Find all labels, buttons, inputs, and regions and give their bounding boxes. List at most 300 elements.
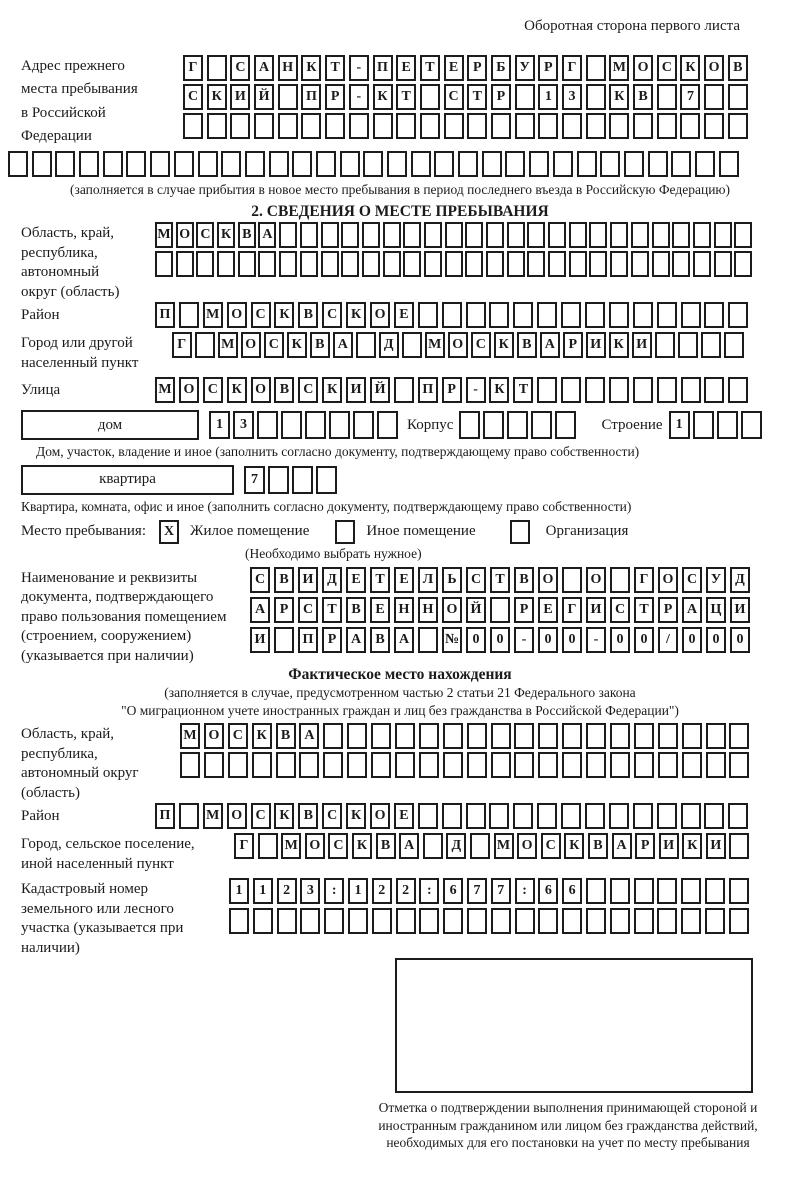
form-cell (403, 251, 421, 277)
form-cell: К (346, 803, 366, 829)
form-cell (486, 251, 504, 277)
form-cell: И (230, 84, 250, 110)
form-cell (728, 113, 748, 139)
form-cell (537, 377, 557, 403)
form-cell: К (609, 84, 629, 110)
form-cell (515, 84, 535, 110)
form-cell (513, 302, 533, 328)
form-cell: Ц (706, 597, 726, 623)
form-cell (682, 752, 702, 778)
form-cell (609, 113, 629, 139)
form-cell: П (301, 84, 321, 110)
form-cell (217, 251, 235, 277)
form-cell (631, 251, 649, 277)
form-cell (701, 332, 721, 358)
form-cell: К (373, 84, 393, 110)
form-cell: 3 (233, 411, 254, 439)
form-cell (324, 908, 344, 934)
form-cell: - (349, 55, 369, 81)
form-cell (444, 113, 464, 139)
actual-location-note-2: "О миграционном учете иностранных граждан и лиц без гражданства в Российской Федерации") (121, 702, 679, 718)
form-cell (443, 723, 463, 749)
form-cell (323, 723, 343, 749)
form-cell: К (352, 833, 372, 859)
form-cell: Т (370, 567, 390, 593)
form-cell: И (298, 567, 318, 593)
form-cell (682, 723, 702, 749)
form-cell (79, 151, 99, 177)
form-cell (383, 251, 401, 277)
form-cell: 0 (682, 627, 702, 653)
form-cell: : (515, 878, 535, 904)
form-cell (55, 151, 75, 177)
form-cell: 1 (669, 411, 690, 439)
form-cell (729, 878, 749, 904)
form-cell (419, 723, 439, 749)
place-type-label: Место пребывания: (21, 523, 146, 540)
form-cell (486, 222, 504, 248)
form-cell (538, 723, 558, 749)
form-cell (403, 222, 421, 248)
form-cell: О (370, 302, 390, 328)
form-cell: П (298, 627, 318, 653)
form-cell (633, 113, 653, 139)
form-cell: П (155, 302, 175, 328)
form-cell: О (442, 597, 462, 623)
form-cell (704, 84, 724, 110)
place-type-row (21, 520, 800, 544)
form-cell (555, 411, 576, 439)
form-cell (681, 377, 701, 403)
form-cell: 1 (348, 878, 368, 904)
previous-address-note: (заполняется в случае прибытия в новое место пребывания в период последнего въезда в Российскую Федерацию) (69, 182, 731, 197)
form-cell: В (517, 332, 537, 358)
form-cell: В (276, 723, 296, 749)
form-cell: А (333, 332, 353, 358)
form-cell (377, 411, 398, 439)
form-cell: : (324, 878, 344, 904)
district-block (0, 302, 800, 328)
form-cell: Г (634, 567, 654, 593)
form-cell (103, 151, 123, 177)
form-cell (395, 752, 415, 778)
form-cell: Д (322, 567, 342, 593)
form-cell: - (466, 377, 486, 403)
form-cell (467, 752, 487, 778)
form-cell: К (682, 833, 702, 859)
form-cell (301, 113, 321, 139)
form-cell: Г (562, 55, 582, 81)
form-cell (680, 113, 700, 139)
form-cell: В (370, 627, 390, 653)
form-cell (633, 302, 653, 328)
form-cell (655, 332, 675, 358)
form-cell: 7 (680, 84, 700, 110)
form-cell (657, 377, 677, 403)
form-cell (207, 113, 227, 139)
form-cell (585, 803, 605, 829)
city-label: Город или другой населенный пункт (21, 335, 139, 371)
form-cell (537, 803, 557, 829)
form-cell: С (322, 302, 342, 328)
form-cell: 7 (467, 878, 487, 904)
form-cell (633, 377, 653, 403)
form-cell (348, 908, 368, 934)
form-cell: Е (394, 302, 414, 328)
form-cell (489, 302, 509, 328)
form-cell: В (346, 597, 366, 623)
form-cell (505, 151, 525, 177)
form-cell (340, 151, 360, 177)
form-cell (507, 222, 525, 248)
previous-address-row-4 (8, 151, 800, 177)
form-cell: 0 (538, 627, 558, 653)
form-cell: И (586, 597, 606, 623)
form-cell: 2 (277, 878, 297, 904)
form-cell (277, 908, 297, 934)
form-cell: Й (254, 84, 274, 110)
form-cell (204, 752, 224, 778)
form-cell (258, 251, 276, 277)
form-cell: С (251, 302, 271, 328)
form-cell (610, 723, 630, 749)
form-cell (657, 878, 677, 904)
form-cell (180, 752, 200, 778)
form-cell: К (227, 377, 247, 403)
form-cell (257, 411, 278, 439)
apartment-row (21, 465, 800, 495)
form-cell: О (176, 222, 194, 248)
form-cell (279, 222, 297, 248)
form-cell (196, 251, 214, 277)
form-cell (514, 752, 534, 778)
form-cell: С (228, 723, 248, 749)
form-cell (728, 84, 748, 110)
place-type-note: (Необходимо выбрать нужное) (245, 545, 422, 561)
form-cell (353, 411, 374, 439)
form-cell: № (442, 627, 462, 653)
form-cell (207, 55, 227, 81)
form-cell (281, 411, 302, 439)
form-cell: Д (446, 833, 466, 859)
form-cell (537, 302, 557, 328)
form-cell (714, 251, 732, 277)
form-cell (362, 222, 380, 248)
form-cell (531, 411, 552, 439)
form-cell: В (633, 84, 653, 110)
form-cell (155, 251, 173, 277)
form-cell (586, 908, 606, 934)
form-cell (585, 377, 605, 403)
structure-cells (669, 411, 762, 439)
form-cell (316, 151, 336, 177)
form-cell (538, 752, 558, 778)
form-cell (719, 151, 739, 177)
form-cell (349, 113, 369, 139)
document-label: Наименование и реквизиты документа, подтверждающего право пользования помещением (строением, сооружением) (указывается при наличии) (21, 569, 227, 664)
form-cell: О (517, 833, 537, 859)
form-cell: О (204, 723, 224, 749)
form-cell (729, 908, 749, 934)
form-cell: К (252, 723, 272, 749)
form-cell: М (281, 833, 301, 859)
form-cell (321, 222, 339, 248)
form-cell (729, 833, 749, 859)
form-cell (527, 222, 545, 248)
form-cell: 1 (538, 84, 558, 110)
street-row (155, 377, 748, 403)
form-cell: Г (172, 332, 192, 358)
form-cell (229, 908, 249, 934)
form-cell: А (346, 627, 366, 653)
actual-city-label: Город, сельское поселение, иной населенный пункт (21, 836, 195, 872)
form-cell: В (310, 332, 330, 358)
form-cell (577, 151, 597, 177)
form-cell: С (610, 597, 630, 623)
form-cell (373, 113, 393, 139)
form-cell (678, 332, 698, 358)
form-cell (445, 222, 463, 248)
form-cell: А (399, 833, 419, 859)
form-cell: О (704, 55, 724, 81)
form-cell: Г (234, 833, 254, 859)
form-cell: М (494, 833, 514, 859)
form-cell: Ь (442, 567, 462, 593)
apartment-number-cells (244, 466, 337, 494)
form-cell: Е (396, 55, 416, 81)
form-cell (513, 803, 533, 829)
form-cell: В (514, 567, 534, 593)
actual-district-row (155, 803, 748, 829)
organization-option-label: Организация (545, 523, 629, 540)
form-cell (728, 803, 748, 829)
apartment-caption: Квартира, комната, офис и иное (заполнить согласно документу, подтверждающему право собственности) (21, 498, 632, 514)
form-cell: С (328, 833, 348, 859)
form-cell (634, 878, 654, 904)
form-cell (717, 411, 738, 439)
form-cell: С (466, 567, 486, 593)
form-cell: К (609, 332, 629, 358)
form-cell: И (706, 833, 726, 859)
form-cell (724, 332, 744, 358)
form-cell: 0 (730, 627, 750, 653)
form-cell (371, 723, 391, 749)
form-cell (347, 723, 367, 749)
form-cell: К (346, 302, 366, 328)
form-cell (467, 723, 487, 749)
form-cell (589, 222, 607, 248)
form-cell: Т (634, 597, 654, 623)
form-cell: М (609, 55, 629, 81)
form-cell (424, 222, 442, 248)
form-cell (245, 151, 265, 177)
form-cell (176, 251, 194, 277)
form-cell (728, 302, 748, 328)
form-cell (321, 251, 339, 277)
form-cell: О (658, 567, 678, 593)
form-cell (589, 251, 607, 277)
form-cell (254, 113, 274, 139)
form-cell: 1 (229, 878, 249, 904)
form-cell: 0 (562, 627, 582, 653)
form-cell (634, 723, 654, 749)
form-cell: В (588, 833, 608, 859)
form-cell (443, 752, 463, 778)
form-cell (657, 908, 677, 934)
form-cell: Т (513, 377, 533, 403)
form-cell: В (298, 803, 318, 829)
form-cell (562, 567, 582, 593)
form-cell (657, 84, 677, 110)
form-cell: И (659, 833, 679, 859)
form-cell (230, 113, 250, 139)
form-cell: К (489, 377, 509, 403)
actual-city-row (234, 833, 749, 859)
form-cell (658, 723, 678, 749)
form-cell: К (322, 377, 342, 403)
form-cell (253, 908, 273, 934)
form-cell: О (448, 332, 468, 358)
actual-region-row-1 (180, 723, 749, 749)
district-row (155, 302, 748, 328)
form-cell: О (633, 55, 653, 81)
form-cell: 2 (372, 878, 392, 904)
form-cell (585, 302, 605, 328)
form-cell (491, 908, 511, 934)
form-cell: М (218, 332, 238, 358)
form-cell: С (250, 567, 270, 593)
form-cell (562, 908, 582, 934)
form-cell: В (376, 833, 396, 859)
form-cell (648, 151, 668, 177)
form-cell (467, 113, 487, 139)
form-cell: Р (514, 597, 534, 623)
form-cell (179, 803, 199, 829)
form-cell: У (515, 55, 535, 81)
form-cell: Е (394, 567, 414, 593)
form-cell (624, 151, 644, 177)
form-cell (490, 597, 510, 623)
form-cell (195, 332, 215, 358)
form-cell: С (444, 84, 464, 110)
form-cell (383, 222, 401, 248)
form-cell (387, 151, 407, 177)
form-cell (442, 302, 462, 328)
form-cell: И (586, 332, 606, 358)
form-cell: С (298, 597, 318, 623)
form-cell (729, 723, 749, 749)
form-cell: 6 (562, 878, 582, 904)
actual-region-block (0, 723, 800, 803)
form-cell: С (264, 332, 284, 358)
form-cell (402, 332, 422, 358)
form-cell (183, 113, 203, 139)
form-cell (465, 222, 483, 248)
form-cell: С (203, 377, 223, 403)
form-cell: О (538, 567, 558, 593)
form-cell (741, 411, 762, 439)
form-cell (150, 151, 170, 177)
form-cell: 7 (491, 878, 511, 904)
form-cell (341, 222, 359, 248)
form-cell (538, 113, 558, 139)
form-cell (586, 723, 606, 749)
form-cell: Г (183, 55, 203, 81)
form-cell: О (370, 803, 390, 829)
form-cell (252, 752, 272, 778)
form-cell (418, 803, 438, 829)
form-cell: Е (346, 567, 366, 593)
form-cell (396, 113, 416, 139)
form-cell: Р (442, 377, 462, 403)
form-cell: Н (394, 597, 414, 623)
cadastral-block (0, 878, 800, 958)
form-cell: Т (467, 84, 487, 110)
form-cell (32, 151, 52, 177)
residential-option-label: Жилое помещение (190, 523, 310, 540)
form-cell (300, 908, 320, 934)
form-cell: В (274, 377, 294, 403)
form-cell: Д (730, 567, 750, 593)
form-cell (465, 251, 483, 277)
form-cell: Д (379, 332, 399, 358)
section2-title: 2. СВЕДЕНИЯ О МЕСТЕ ПРЕБЫВАНИЯ (251, 203, 549, 221)
form-cell: С (298, 377, 318, 403)
form-cell: 7 (244, 466, 265, 494)
form-cell: Р (325, 84, 345, 110)
form-cell: А (540, 332, 560, 358)
form-cell (658, 752, 678, 778)
form-cell: Р (563, 332, 583, 358)
form-cell: 0 (634, 627, 654, 653)
form-cell (706, 752, 726, 778)
previous-address-grid (183, 55, 748, 139)
form-cell (507, 411, 528, 439)
form-cell: С (196, 222, 214, 248)
form-cell: М (203, 803, 223, 829)
form-cell: Р (491, 84, 511, 110)
form-cell (609, 302, 629, 328)
document-row-1 (250, 567, 750, 593)
form-cell (356, 332, 376, 358)
form-cell (341, 251, 359, 277)
form-cell (693, 222, 711, 248)
form-cell (489, 803, 509, 829)
form-cell (586, 84, 606, 110)
confirmation-stamp-box (395, 958, 753, 1093)
form-cell (305, 411, 326, 439)
form-cell: 6 (443, 878, 463, 904)
form-cell (424, 251, 442, 277)
form-cell (467, 908, 487, 934)
street-block (0, 377, 800, 403)
form-cell (705, 908, 725, 934)
form-cell (269, 151, 289, 177)
form-cell: Л (418, 567, 438, 593)
form-cell (179, 302, 199, 328)
form-cell: Е (370, 597, 390, 623)
region-label: Область, край, республика, автономный округ (область) (21, 225, 120, 300)
form-cell (538, 908, 558, 934)
form-cell (278, 113, 298, 139)
form-cell (459, 411, 480, 439)
form-cell: 1 (209, 411, 230, 439)
form-cell: Е (538, 597, 558, 623)
other-premises-option-label: Иное помещение (366, 523, 476, 540)
structure-label: Строение (601, 416, 663, 433)
house-type-box: дом (21, 410, 199, 440)
form-cell (278, 84, 298, 110)
